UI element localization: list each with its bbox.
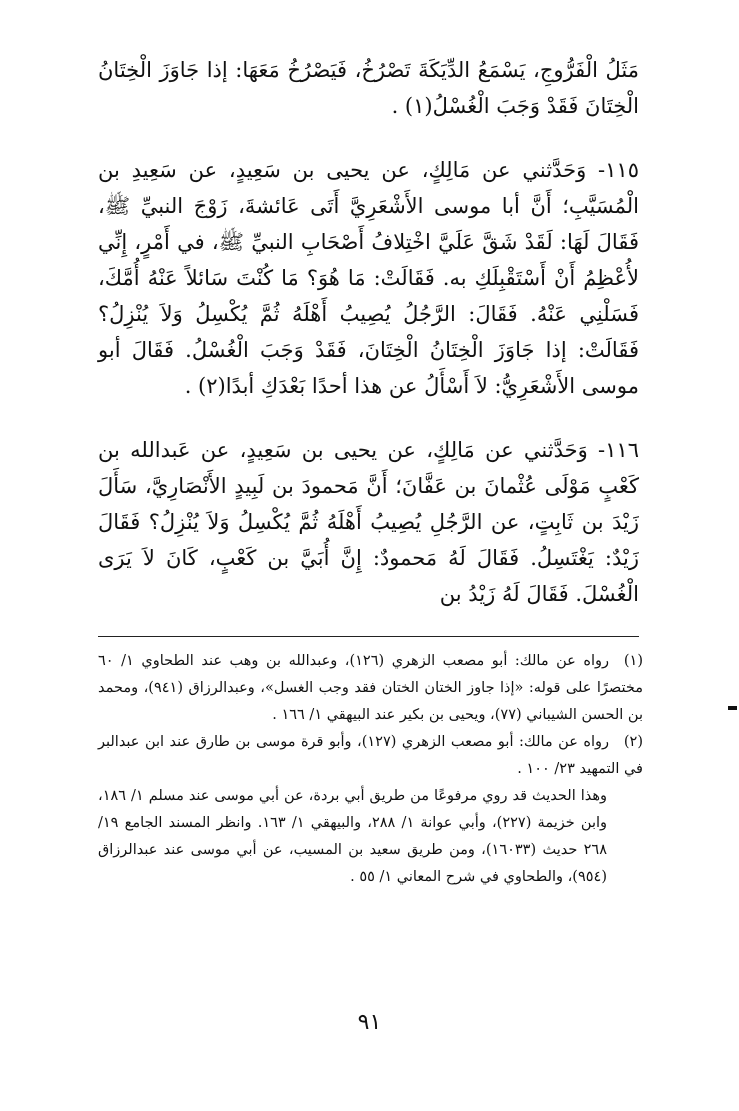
paragraph-intro-continuation: مَثَلُ الْفَرُّوجِ، يَسْمَعُ الدِّيَكَةَ تَصْرُخُ، فَيَصْرُخُ مَعَهَا: إذا جَاوَزَ الْخِتَانُ الْخِتَانَ فَقَدْ وَجَبَ الْغُسْلُ(١) . (98, 58, 640, 118)
page-number: ٩١ (357, 1010, 382, 1035)
footnote-2-note: وهذا الحديث قد روي مرفوعًا من طريق أبي بردة، عن أبي موسى عند مسلم ١/ ١٨٦، وابن خزيمة (٢٢٧)، وأبي عوانة ١/ ٢٨٨، والبيهقي ١/ ١٦٣. وانظر المسند الجامع ١٩/ ٢٦٨ حديث (١٦٠٣٣)، ومن طريق سعيد بن المسيب، عن أبي موسى عند عبدالرزاق (٩٥٤)، والطحاوي في شرح المعاني ١/ ٥٥ . (98, 788, 608, 885)
footnote-2 (98, 729, 643, 783)
footnote-2-text: رواه عن مالك: أبو مصعب الزهري (١٢٧)، وأبو قرة موسى بن طارق عند ابن عبدالبر في التمهيد ٢٣/ ١٠٠ . (98, 734, 643, 777)
footnote-1-number: (١) (623, 653, 643, 669)
footnote-divider (98, 636, 639, 637)
footnotes (98, 648, 643, 891)
footnote-1-text: رواه عن مالك: أبو مصعب الزهري (١٢٦)، وعبدالله بن وهب عند الطحاوي ١/ ٦٠ مختصرًا على قوله: «إذا جاوز الختان الختان فقد وجب الغسل»، وعبدالرزاق (٩٤١)، ومحمد بن الحسن الشيباني (٧٧)، ويحيى بن بكير عند البيهقي ١/ ١٦٦ . (98, 653, 643, 723)
main-text (98, 52, 639, 612)
paragraph-hadith-115: ١١٥- وَحَدَّثني عن مَالِكٍ، عن يحيى بن سَعِيدٍ، عن سَعِيدِ بن الْمُسَيَّبِ؛ أَنَّ أبا موسى الأَشْعَرِيَّ أَتَى عَائشةَ، زَوْجَ النبيِّ ﷺ، فَقَالَ لَهَا: لَقَدْ شَقَّ عَلَيَّ اخْتِلافُ أَصْحَابِ النبيِّ ﷺ، في أَمْرٍ، إِنِّي لأُعْظِمُ أَنْ أَسْتَقْبِلَكِ به. فَقَالَتْ: مَا هُوَ؟ مَا كُنْتَ سَائلاً عَنْهُ أُمَّكَ، فَسَلْنِي عَنْهُ. فَقَالَ: الرَّجُلُ يُصِيبُ أَهْلَهُ ثُمَّ يُكْسِلُ وَلاَ يُنْزِلُ؟ فَقَالَتْ: إذا جَاوَزَ الْخِتَانُ الْخِتَانَ، فَقَدْ وَجَبَ الْغُسْلُ. فَقَالَ أبو موسى الأَشْعَرِيُّ: لاَ أَسْأَلُ عن هذا أحدًا بَعْدَكِ أبدًا(٢) . (98, 158, 639, 398)
footnote-1 (98, 648, 643, 729)
footnote-2-number: (٢) (623, 734, 643, 750)
paragraph-hadith-116: ١١٦- وَحَدَّثني عن مَالِكٍ، عن يحيى بن سَعِيدٍ، عن عَبدالله بن كَعْبٍ مَوْلَى عُثْمانَ بن عَفَّانَ؛ أَنَّ مَحمودَ بن لَبِيدٍ الأَنْصَارِيَّ، سَأَلَ زَيْدَ بن ثَابِتٍ، عن الرَّجُلِ يُصِيبُ أَهْلَهُ ثُمَّ يُكْسِلُ وَلاَ يُنْزِلُ؟ فَقَالَ زَيْدٌ: يَغْتَسِلُ. فَقَالَ لَهُ مَحمودٌ: إِنَّ أُبَيَّ بن كَعْبٍ، كَانَ لاَ يَرَى الْغُسْلَ. فَقَالَ لَهُ زَيْدُ بن (98, 438, 639, 606)
margin-mark (728, 706, 737, 710)
